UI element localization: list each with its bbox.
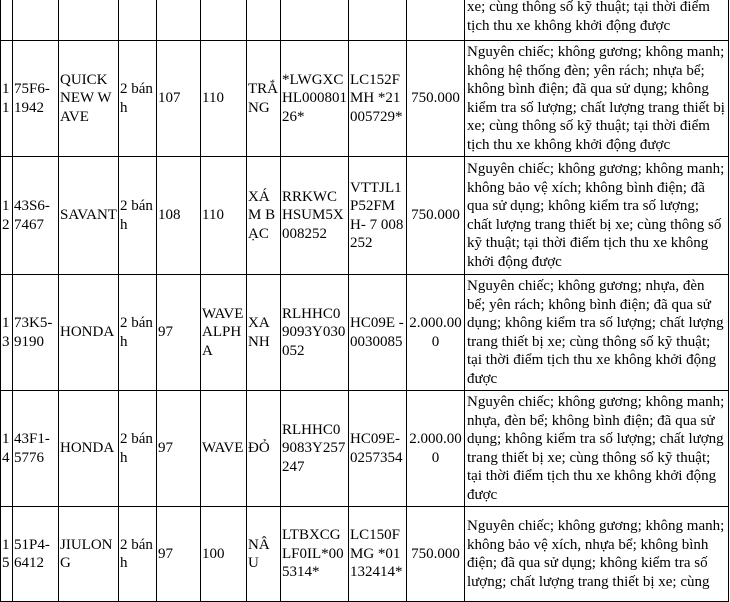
license-plate-cell: 43F1-5776 — [13, 391, 59, 507]
frame-number-cell: RLHHC09093Y030052 — [281, 275, 349, 391]
table-row — [1, 41, 729, 157]
license-plate-cell: 75F6-1942 — [13, 41, 59, 157]
table-row — [1, 391, 729, 507]
vehicle-type-cell — [119, 0, 157, 41]
color-cell: NÂU — [247, 507, 281, 602]
brand-cell: SAVANT — [59, 157, 119, 275]
color-cell: XÁM BẠC — [247, 157, 281, 275]
model-cell: 100 — [201, 507, 247, 602]
brand-cell — [59, 0, 119, 41]
frame-number-cell: *LWGXCHL00080126* — [281, 41, 349, 157]
brand-cell: JIULONG — [59, 507, 119, 602]
frame-number-cell: RLHHC09083Y257247 — [281, 391, 349, 507]
brand-cell: HONDA — [59, 391, 119, 507]
price-cell — [407, 0, 465, 41]
price-cell: 750.000 — [407, 507, 465, 602]
vehicle-type-cell: 2 bánh — [119, 157, 157, 275]
row-number-cell — [1, 0, 13, 41]
condition-description-cell: Nguyên chiếc; không gương; không manh; không hệ thống đèn; yên rách; nhựa bể; không bình điện; đã qua sử dụng; không kiểm tra số lượng; chất lượng trang thiết bị xe; cùng thông số kỹ thuật; tại thời điểm tịch thu xe không khởi động được — [465, 41, 729, 157]
condition-description-cell: Nguyên chiếc; không gương; không manh; không bảo vệ xích, nhựa bể; không bình điện; đã qua sử dụng; không kiểm tra số lượng; chất lượng trang thiết bị xe; cùng — [465, 507, 729, 602]
engine-number-cell: HC09E-0257354 — [349, 391, 407, 507]
engine-number-cell: VTTJL1P52FMH- 7 008252 — [349, 157, 407, 275]
condition-description-cell: Nguyên chiếc; không gương; không manh; không bảo vệ xích; không bình điện; đã qua sử dụng; không kiểm tra số lượng; chất lượng trang thiết bị xe; cùng thông số kỹ thuật; tại thời điểm tịch thu xe không khởi động được — [465, 157, 729, 275]
vehicle-type-cell: 2 bánh — [119, 41, 157, 157]
brand-cell: QUICKNEW WAVE — [59, 41, 119, 157]
frame-number-cell: LTBXCGLF0IL*005314* — [281, 507, 349, 602]
model-cell: WAVE ALPHA — [201, 275, 247, 391]
engine-capacity-cell: 97 — [157, 391, 201, 507]
table-row — [1, 507, 729, 602]
color-cell: XANH — [247, 275, 281, 391]
license-plate-cell: 43S6-7467 — [13, 157, 59, 275]
condition-description-cell: Nguyên chiếc; không gương; không manh; nhựa, đèn bể; không bình điện; đã qua sử dụng; không kiểm tra số lượng; chất lượng trang thiết bị xe; cùng thông số kỹ thuật; tại thời điểm tịch thu xe không khởi động được — [465, 391, 729, 507]
table-row — [1, 275, 729, 391]
table-row — [1, 0, 729, 41]
price-cell: 2.000.000 — [407, 275, 465, 391]
model-cell: 110 — [201, 41, 247, 157]
model-cell: WAVE — [201, 391, 247, 507]
row-number-cell: 13 — [1, 275, 13, 391]
row-number-cell: 12 — [1, 157, 13, 275]
engine-number-cell: LC152FMH *21005729* — [349, 41, 407, 157]
frame-number-cell — [281, 0, 349, 41]
color-cell: ĐỎ — [247, 391, 281, 507]
vehicle-type-cell: 2 bánh — [119, 391, 157, 507]
frame-number-cell: RRKWCHSUM5X008252 — [281, 157, 349, 275]
table-row — [1, 157, 729, 275]
row-number-cell: 14 — [1, 391, 13, 507]
engine-number-cell — [349, 0, 407, 41]
model-cell: 110 — [201, 157, 247, 275]
condition-description-cell: xe; cùng thông số kỹ thuật; tại thời điểm tịch thu xe không khởi động được — [465, 0, 729, 41]
engine-capacity-cell: 107 — [157, 41, 201, 157]
engine-capacity-cell — [157, 0, 201, 41]
engine-capacity-cell: 97 — [157, 275, 201, 391]
vehicle-type-cell: 2 bánh — [119, 507, 157, 602]
price-cell: 750.000 — [407, 157, 465, 275]
vehicle-type-cell: 2 bánh — [119, 275, 157, 391]
brand-cell: HONDA — [59, 275, 119, 391]
license-plate-cell — [13, 0, 59, 41]
color-cell: TRẮNG — [247, 41, 281, 157]
engine-number-cell: LC150FMG *01132414* — [349, 507, 407, 602]
model-cell — [201, 0, 247, 41]
price-cell: 750.000 — [407, 41, 465, 157]
row-number-cell: 11 — [1, 41, 13, 157]
price-cell: 2.000.000 — [407, 391, 465, 507]
condition-description-cell: Nguyên chiếc; không gương; nhựa, đèn bể; yên rách; không bình điện; đã qua sử dụng; không kiểm tra số lượng; chất lượng trang thiết bị xe; cùng thông số kỹ thuật; tại thời điểm tịch thu xe không khởi động được — [465, 275, 729, 391]
row-number-cell: 15 — [1, 507, 13, 602]
license-plate-cell: 73K5-9190 — [13, 275, 59, 391]
license-plate-cell: 51P4-6412 — [13, 507, 59, 602]
engine-capacity-cell: 108 — [157, 157, 201, 275]
engine-number-cell: HC09E - 0030085 — [349, 275, 407, 391]
color-cell — [247, 0, 281, 41]
engine-capacity-cell: 97 — [157, 507, 201, 602]
